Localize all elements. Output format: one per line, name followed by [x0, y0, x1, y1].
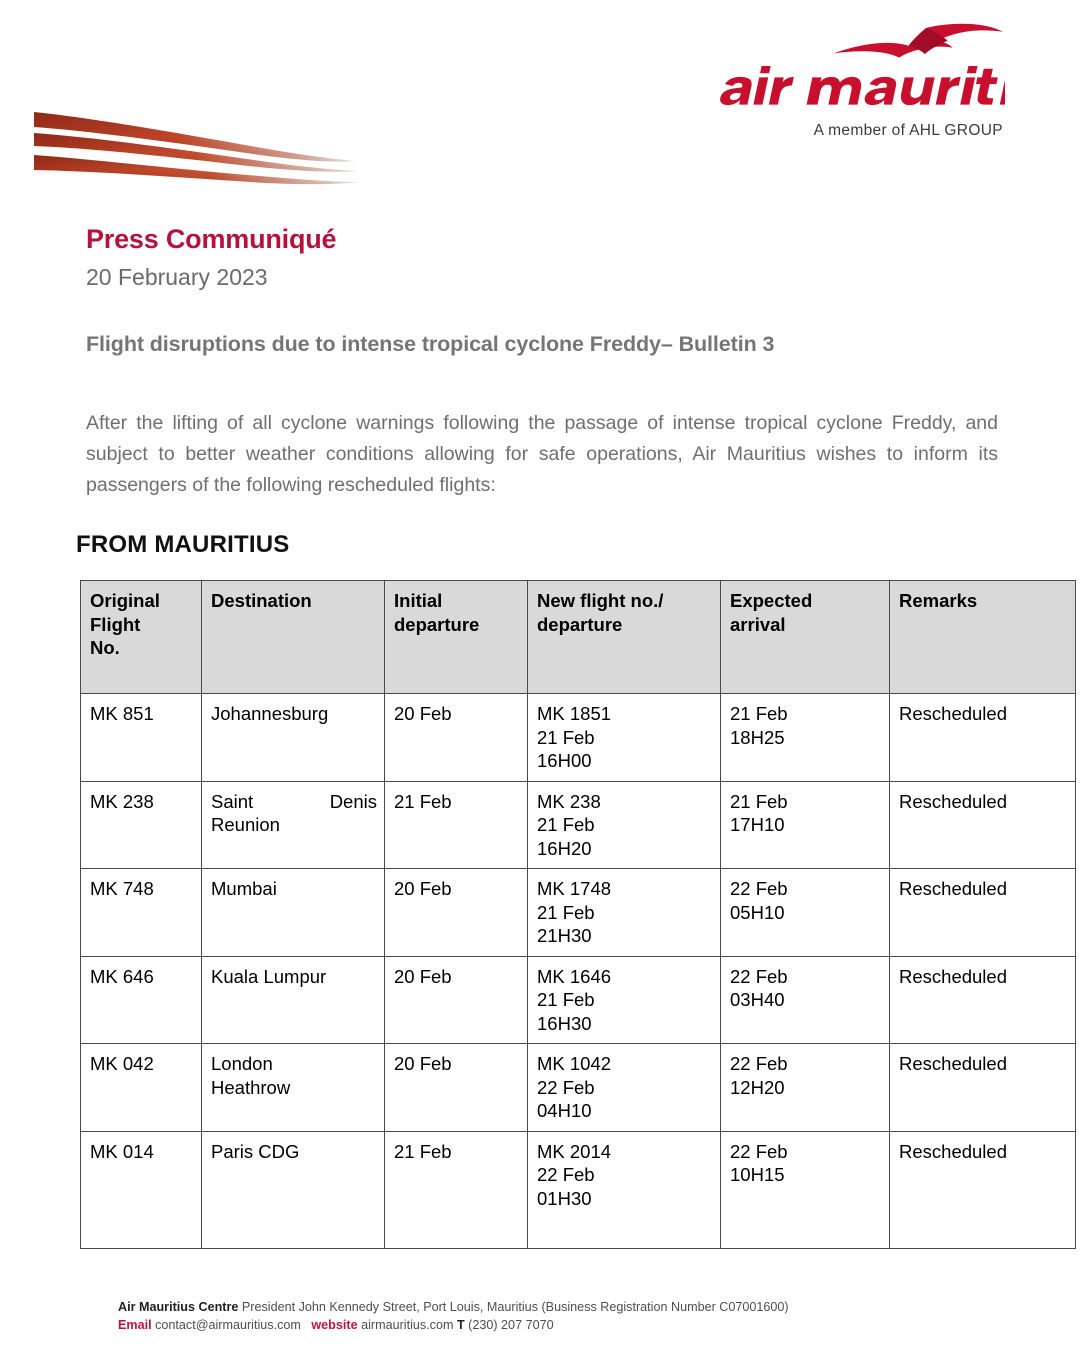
ahl-group-line: A member of AHL GROUP: [813, 122, 1003, 139]
cell-remarks: [890, 1044, 1076, 1132]
cell-line: 16H30: [537, 1012, 592, 1034]
cell-line: 10H15: [730, 1164, 785, 1185]
header-line: Original: [90, 590, 160, 611]
cell-initial-departure: [385, 694, 528, 782]
header-line: New flight no./: [537, 590, 664, 611]
cell-original-flight: [81, 694, 202, 782]
cell-line: 03H40: [730, 989, 785, 1010]
table-header: [81, 581, 1076, 694]
table-header-row: [81, 581, 1076, 694]
page-footer: [118, 1298, 998, 1334]
cell-line: MK 238: [90, 790, 154, 812]
cell-line: 16H00: [537, 750, 592, 771]
footer-phone-value: (230) 207 7070: [468, 1318, 554, 1332]
cell-line: 22 Feb: [730, 878, 788, 899]
header-line: Remarks: [899, 590, 978, 611]
cell-line: 05H10: [730, 901, 785, 923]
cell-line: Rescheduled: [899, 790, 1007, 812]
cell-remarks: [890, 956, 1076, 1044]
intro-paragraph: After the lifting of all cyclone warnings following the passage of intense tropical cyclone Freddy, and subject to better weather conditions allowing for safe operations, Air Mauritius wishes to inform its passengers of the following rescheduled flights:: [86, 412, 998, 496]
cell-line: Rescheduled: [899, 703, 1007, 724]
cell-original-flight: [81, 956, 202, 1044]
cell-line: 22 Feb: [537, 1076, 595, 1098]
cell-destination: [202, 1044, 385, 1132]
cell-destination: [202, 781, 385, 869]
header-line: departure: [394, 613, 480, 635]
cell-line: MK 1646: [537, 965, 612, 987]
section-heading-from-mauritius: FROM MAURITIUS: [76, 531, 290, 558]
cell-remarks: [890, 781, 1076, 869]
footer-address-line: [118, 1298, 998, 1316]
cell-line: MK 014: [90, 1140, 154, 1162]
table-row: [81, 1131, 1076, 1248]
cell-new-flight: [528, 956, 721, 1044]
cell-line: Heathrow: [211, 1076, 291, 1098]
column-header-expected-arrival: [721, 581, 890, 694]
cell-expected-arrival: [721, 694, 890, 782]
cell-destination: [202, 1131, 385, 1248]
cell-line: Rescheduled: [899, 878, 1007, 899]
cell-new-flight: [528, 781, 721, 869]
header-line: Initial: [394, 590, 443, 611]
table-row: [81, 781, 1076, 869]
document-subject: Flight disruptions due to intense tropical cyclone Freddy– Bulletin 3: [86, 332, 775, 356]
cell-line: MK 851: [90, 703, 154, 724]
cell-initial-departure: [385, 956, 528, 1044]
air-mauritius-bird-icon: [830, 22, 1005, 64]
cell-original-flight: [81, 869, 202, 957]
column-header-destination: [202, 581, 385, 694]
cell-destination: [202, 869, 385, 957]
cell-line: 22 Feb: [730, 1140, 788, 1162]
footer-email-value[interactable]: contact@airmauritius.com: [155, 1318, 301, 1332]
table-row: [81, 694, 1076, 782]
cell-line: London: [211, 1053, 273, 1074]
cell-line: Rescheduled: [899, 965, 1007, 987]
header-line: arrival: [730, 613, 786, 635]
decorative-wave-graphic: [32, 100, 362, 200]
cell-remarks: [890, 869, 1076, 957]
cell-expected-arrival: [721, 1044, 890, 1132]
cell-line: MK 748: [90, 878, 154, 899]
header-line: Flight: [90, 613, 141, 635]
rescheduled-flights-table: [80, 580, 1076, 1249]
cell-line: MK 042: [90, 1053, 154, 1074]
cell-line: 21 Feb: [394, 1140, 452, 1162]
cell-original-flight: [81, 1131, 202, 1248]
cell-line: 20 Feb: [394, 703, 452, 724]
page-header: [0, 0, 1080, 205]
cell-line: 21 Feb: [394, 790, 452, 812]
cell-new-flight: [528, 1044, 721, 1132]
cell-line: MK 1851: [537, 703, 612, 724]
document-date: 20 February 2023: [86, 264, 268, 290]
document-title-block: [86, 224, 996, 291]
cell-expected-arrival: [721, 781, 890, 869]
cell-line: Paris CDG: [211, 1140, 300, 1162]
footer-contact-line: [118, 1316, 998, 1334]
cell-line: MK 1748: [537, 878, 612, 899]
table-row: [81, 1044, 1076, 1132]
cell-line: 22 Feb: [730, 1053, 788, 1074]
cell-line: 21 Feb: [537, 901, 595, 923]
cell-line: 21 Feb: [730, 703, 788, 724]
brand-logo: [705, 22, 1005, 140]
cell-line: 04H10: [537, 1100, 592, 1121]
cell-line: Johannesburg: [211, 703, 329, 724]
footer-email-label: Email: [118, 1318, 152, 1332]
cell-line: Rescheduled: [899, 1053, 1007, 1074]
cell-line: MK 238: [537, 790, 601, 812]
cell-line: 16H20: [537, 837, 592, 859]
footer-website-value[interactable]: airmauritius.com: [361, 1318, 454, 1332]
cell-destination: [202, 694, 385, 782]
cell-expected-arrival: [721, 956, 890, 1044]
table-row: [81, 869, 1076, 957]
cell-line: Mumbai: [211, 878, 277, 899]
cell-line: 12H20: [730, 1076, 785, 1098]
column-header-original-flight: [81, 581, 202, 694]
brand-wordmark: [720, 66, 1005, 106]
cell-line: 01H30: [537, 1187, 592, 1209]
cell-original-flight: [81, 781, 202, 869]
cell-line: 22 Feb: [537, 1164, 595, 1185]
cell-remarks: [890, 694, 1076, 782]
cell-line: 21 Feb: [730, 790, 788, 812]
cell-destination: [202, 956, 385, 1044]
cell-new-flight: [528, 694, 721, 782]
cell-remarks: [890, 1131, 1076, 1248]
press-communique-title: Press Communiqué: [86, 224, 337, 254]
header-line: No.: [90, 637, 120, 658]
cell-expected-arrival: [721, 869, 890, 957]
footer-phone-label: T: [456, 1318, 465, 1332]
cell-line: 18H25: [730, 726, 785, 748]
header-line: Destination: [211, 590, 312, 611]
table-body: [81, 694, 1076, 1249]
cell-line: 22 Feb: [730, 965, 788, 987]
cell-line: 17H10: [730, 814, 785, 835]
cell-new-flight: [528, 1131, 721, 1248]
column-header-remarks: [890, 581, 1076, 694]
column-header-new-flight: [528, 581, 721, 694]
column-header-initial-departure: [385, 581, 528, 694]
cell-line: Kuala Lumpur: [211, 965, 327, 987]
cell-line: 21 Feb: [537, 726, 595, 748]
cell-initial-departure: [385, 1044, 528, 1132]
header-line: departure: [537, 613, 623, 635]
header-line: Expected: [730, 590, 813, 611]
cell-new-flight: [528, 869, 721, 957]
cell-line: 21 Feb: [537, 814, 595, 835]
cell-initial-departure: [385, 1131, 528, 1248]
cell-line: MK 2014: [537, 1140, 612, 1162]
cell-line: 20 Feb: [394, 878, 452, 899]
cell-initial-departure: [385, 869, 528, 957]
cell-line: 20 Feb: [394, 1053, 452, 1074]
cell-line: 21H30: [537, 925, 592, 946]
footer-office-name: Air Mauritius Centre: [118, 1300, 239, 1314]
cell-initial-departure: [385, 781, 528, 869]
cell-line: Reunion: [211, 814, 280, 835]
footer-website-label: website: [311, 1318, 358, 1332]
cell-line: Rescheduled: [899, 1140, 1007, 1162]
footer-address-text: President John Kennedy Street, Port Louis, Mauritius (Business Registration Number C07001600): [241, 1300, 789, 1314]
cell-line: 20 Feb: [394, 965, 452, 987]
cell-line: 21 Feb: [537, 989, 595, 1010]
table-row: [81, 956, 1076, 1044]
cell-expected-arrival: [721, 1131, 890, 1248]
cell-line: MK 1042: [537, 1053, 612, 1074]
cell-original-flight: [81, 1044, 202, 1132]
cell-line: MK 646: [90, 965, 154, 987]
cell-line: Saint Denis: [211, 790, 377, 812]
